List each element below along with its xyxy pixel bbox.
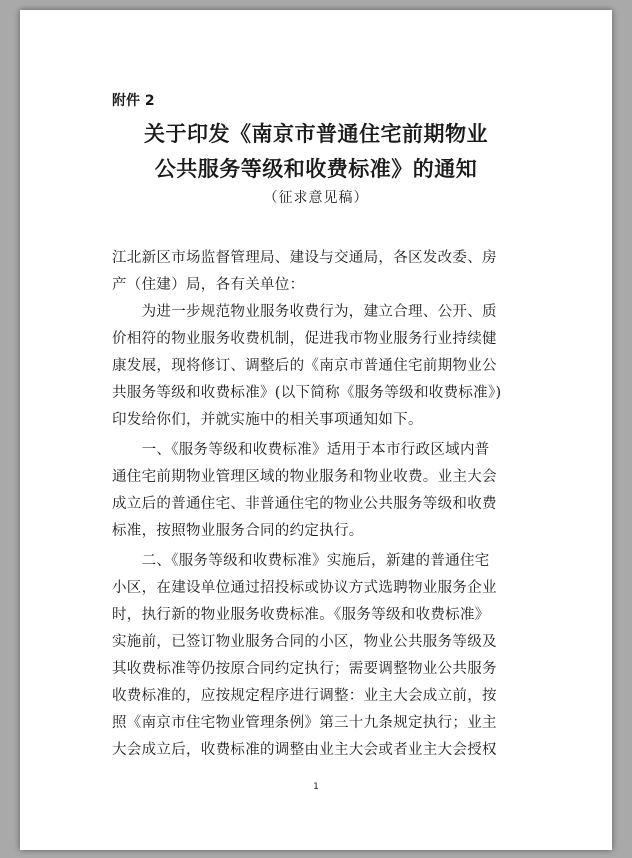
- body-line: 小区，在建设单位通过招投标或协议方式选聘物业服务企业: [112, 580, 497, 596]
- body-line: 印发给你们，并就实施中的相关事项通知如下。: [112, 412, 423, 428]
- body-line: 产（住建）局，各有关单位：: [112, 277, 305, 293]
- body-line: 为进一步规范物业服务收费行为，建立合理、公开、质: [112, 304, 497, 320]
- body-line: 江北新区市场监督管理局、建设与交通局，各区发改委、房: [112, 250, 497, 266]
- body-line: 二、《服务等级和收费标准》实施后，新建的普通住宅: [112, 553, 490, 569]
- body-line: 一、《服务等级和收费标准》适用于本市行政区域内普: [112, 442, 490, 458]
- document-page: [20, 10, 612, 850]
- body-line: 康发展，现将修订、调整后的《南京市普通住宅前期物业公: [112, 358, 497, 374]
- document-title-line-1: 关于印发《南京市普通住宅前期物业: [144, 121, 488, 146]
- body-line: 收费标准的，应按规定程序进行调整：业主大会成立前，按: [112, 688, 497, 704]
- body-line: 价相符的物业服务收费机制，促进我市物业服务行业持续健: [112, 331, 497, 347]
- body-line: 其收费标准等仍按原合同约定执行；需要调整物业公共服务: [112, 661, 497, 677]
- body-line: 实施前，已签订物业服务合同的小区，物业公共服务等级及: [112, 634, 497, 650]
- body-line: 照《南京市住宅物业管理条例》第三十九条规定执行；业主: [112, 715, 497, 731]
- attachment-label: 附件 2: [112, 93, 155, 109]
- body-line: 时，执行新的物业服务收费标准。《服务等级和收费标准》: [112, 607, 490, 623]
- body-line: 成立后的普通住宅、非普通住宅的物业公共服务等级和收费: [112, 496, 497, 512]
- body-line: 标准，按照物业服务合同的约定执行。: [112, 523, 364, 539]
- body-line: 大会成立后，收费标准的调整由业主大会或者业主大会授权: [112, 742, 497, 758]
- page-number: 1: [313, 782, 319, 792]
- body-line: 通住宅前期物业管理区域的物业服务和物业收费。业主大会: [112, 469, 497, 485]
- body-line: 共服务等级和收费标准》(以下简称《服务等级和收费标准》): [112, 385, 502, 401]
- document-title-line-2: 公共服务等级和收费标准》的通知: [154, 156, 478, 181]
- document-subtitle: （征求意见稿）: [263, 190, 369, 206]
